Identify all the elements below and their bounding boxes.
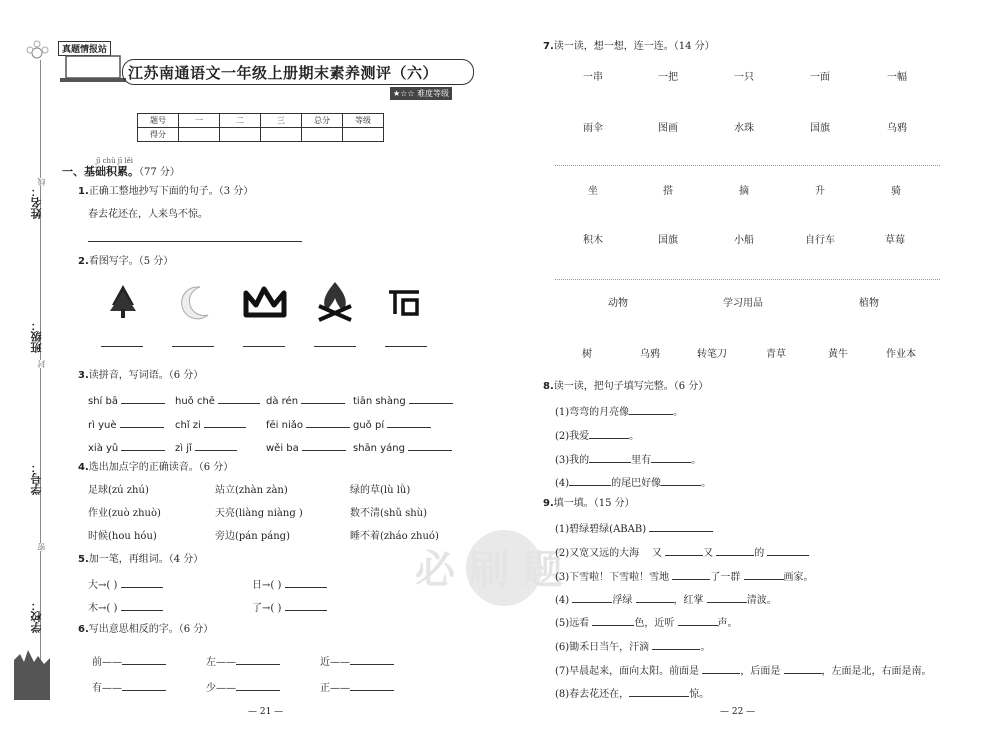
q3-item xyxy=(88,393,165,408)
table-cell: 三 xyxy=(261,114,302,128)
match-word[interactable]: 树 xyxy=(582,349,592,360)
sentence-text: (1)碧绿碧绿(ABAB) xyxy=(555,524,647,535)
binding-strip xyxy=(0,0,55,748)
q3-item xyxy=(266,417,350,432)
answer-blank[interactable] xyxy=(629,404,673,415)
q1-number: 1. xyxy=(78,186,89,197)
match-word[interactable]: 小船 xyxy=(734,235,754,246)
answer-blank[interactable] xyxy=(707,592,747,603)
score-cell[interactable] xyxy=(302,128,343,142)
answer-blank[interactable] xyxy=(387,417,431,428)
q2-answer-line-4[interactable] xyxy=(314,346,356,347)
score-cell[interactable] xyxy=(343,128,384,142)
answer-blank[interactable] xyxy=(302,440,346,451)
q4-option[interactable]: 旁边(pán páng) xyxy=(215,531,290,542)
pinyin-text: chǐ zi xyxy=(175,420,201,431)
q2-answer-line-2[interactable] xyxy=(172,346,214,347)
q5-text: 加一笔，再组词。（4 分） xyxy=(88,554,204,565)
q4-option[interactable]: 足球(zú zhú) xyxy=(88,485,149,496)
q5-item xyxy=(252,577,327,592)
answer-blank[interactable] xyxy=(120,417,164,428)
answer-blank[interactable] xyxy=(122,680,166,691)
sentence-text: 画家。 xyxy=(783,572,814,583)
q1-answer-line[interactable] xyxy=(88,241,302,242)
q2-text: 看图写字。（5 分） xyxy=(88,256,174,267)
q8-sentence xyxy=(555,404,683,419)
match-word[interactable]: 积木 xyxy=(583,235,603,246)
answer-blank[interactable] xyxy=(121,440,165,451)
tree-icon xyxy=(108,283,138,319)
match-word[interactable]: 一幅 xyxy=(887,72,907,83)
q6-character: 前—— xyxy=(92,657,122,668)
match-word[interactable]: 自行车 xyxy=(805,235,835,246)
answer-blank[interactable] xyxy=(301,393,345,404)
pinyin-text: xià yǔ xyxy=(88,443,119,454)
q2-answer-line-5[interactable] xyxy=(385,346,427,347)
answer-blank[interactable] xyxy=(636,592,674,603)
sentence-text: ，左面是北，右面是南。 xyxy=(821,666,932,677)
q4-option[interactable]: 作业(zuò zhuò) xyxy=(88,508,161,519)
answer-blank[interactable] xyxy=(665,545,703,556)
sentence-text: 色，近听 xyxy=(634,618,675,629)
sentence-text: (5)远看 xyxy=(555,618,590,629)
q3-item xyxy=(175,417,246,432)
table-cell: 总分 xyxy=(302,114,343,128)
q9-line-3 xyxy=(555,569,814,584)
answer-blank[interactable] xyxy=(350,654,394,665)
sentence-text: ，后面是 xyxy=(740,666,781,677)
q4-option[interactable]: 站立(zhàn zàn) xyxy=(215,485,288,496)
mountain-glyph-icon xyxy=(242,285,288,319)
match-category[interactable]: 植物 xyxy=(859,298,879,309)
q9-line-8 xyxy=(555,686,709,701)
sentence-text: 了一群 xyxy=(710,572,741,583)
match-word[interactable]: 升 xyxy=(815,186,825,197)
sentence-text: (4) xyxy=(555,478,570,489)
q3-item xyxy=(266,440,346,455)
answer-blank[interactable] xyxy=(661,475,701,486)
match-word[interactable]: 乌鸦 xyxy=(640,349,660,360)
sentence-text: (3)我的 xyxy=(555,455,590,466)
q3-item xyxy=(266,393,345,408)
answer-blank[interactable] xyxy=(589,428,629,439)
fire-icon xyxy=(315,280,355,324)
answer-blank[interactable] xyxy=(678,615,718,626)
q4-text: 选出加点字的正确读音。（6 分） xyxy=(88,462,234,473)
answer-blank[interactable] xyxy=(592,615,634,626)
divider xyxy=(555,165,940,166)
table-cell: 二 xyxy=(220,114,261,128)
section-title: 一、基础积累。 xyxy=(62,165,139,178)
sentence-text: 又 xyxy=(651,548,662,559)
watermark: 必刷题 xyxy=(415,546,577,593)
q9-prompt xyxy=(543,498,635,510)
q8-sentence xyxy=(555,475,711,490)
q2-answer-line-1[interactable] xyxy=(101,346,143,347)
q7-number: 7. xyxy=(543,41,554,52)
answer-blank[interactable] xyxy=(285,577,327,588)
binding-mark-seal: 封 xyxy=(37,360,46,368)
sentence-text: 声。 xyxy=(717,618,738,629)
section-pinyin: jī chǔ jī lěi xyxy=(96,157,134,165)
sentence-text: 里有 xyxy=(631,455,652,466)
answer-blank[interactable] xyxy=(218,393,260,404)
sentence-text: 。 xyxy=(701,478,712,489)
pinyin-text: shān yáng xyxy=(353,443,405,454)
answer-blank[interactable] xyxy=(589,452,631,463)
match-word[interactable]: 青草 xyxy=(766,349,786,360)
school-label: 学校： xyxy=(30,600,43,633)
table-cell: 题号 xyxy=(138,114,179,128)
q5-item xyxy=(252,600,327,615)
q5-character: 了→( ) xyxy=(252,603,282,614)
q6-text: 写出意思相反的字。（6 分） xyxy=(88,624,214,635)
answer-blank[interactable] xyxy=(408,440,452,451)
q6-item xyxy=(206,680,280,695)
score-cell[interactable] xyxy=(220,128,261,142)
q6-item xyxy=(206,654,280,669)
q6-item xyxy=(92,680,166,695)
q8-prompt xyxy=(543,381,708,393)
q6-character: 近—— xyxy=(320,657,350,668)
sentence-text: (2)又宽又远的大海 xyxy=(555,548,640,559)
q8-sentence xyxy=(555,452,701,467)
section-points: （77 分） xyxy=(139,167,180,178)
score-table xyxy=(137,113,384,142)
q6-item xyxy=(92,654,166,669)
table-cell: 等级 xyxy=(343,114,384,128)
match-word[interactable]: 水珠 xyxy=(734,123,754,134)
brand-tag: 真题情报站 xyxy=(58,41,111,56)
q4-option[interactable]: 绿的草(lù lǜ) xyxy=(350,485,411,496)
answer-blank[interactable] xyxy=(350,680,394,691)
match-word[interactable]: 搭 xyxy=(663,186,673,197)
answer-blank[interactable] xyxy=(767,545,809,556)
laptop-icon xyxy=(60,52,130,86)
q6-character: 有—— xyxy=(92,683,122,694)
match-word[interactable]: 雨伞 xyxy=(583,123,603,134)
match-word[interactable]: 作业本 xyxy=(886,349,916,360)
q9-line-1 xyxy=(555,521,713,536)
q5-item xyxy=(88,600,163,615)
match-word[interactable]: 坐 xyxy=(588,186,598,197)
answer-blank[interactable] xyxy=(569,475,611,486)
q7-text: 读一读，想一想，连一连。（14 分） xyxy=(553,41,715,52)
pinyin-text: rì yuè xyxy=(88,420,117,431)
answer-blank[interactable] xyxy=(306,417,350,428)
q6-item xyxy=(320,654,394,669)
q9-line-5 xyxy=(555,615,738,630)
sentence-text: 又 xyxy=(703,548,714,559)
q9-line-4 xyxy=(555,592,777,607)
sentence-text: 清波。 xyxy=(746,595,777,606)
difficulty-badge: ★☆☆ 难度等级 xyxy=(390,87,452,100)
sentence-text: (2)我爱 xyxy=(555,431,590,442)
sentence-text: 的 xyxy=(754,548,765,559)
q2-prompt xyxy=(78,256,173,268)
q3-item xyxy=(353,417,431,432)
answer-blank[interactable] xyxy=(672,569,710,580)
q3-prompt xyxy=(78,370,203,382)
answer-blank[interactable] xyxy=(195,440,237,451)
q5-prompt xyxy=(78,554,203,566)
flower-icon xyxy=(22,38,52,68)
sentence-text: (4) xyxy=(555,595,570,606)
q9-number: 9. xyxy=(543,498,554,509)
q9-text: 填一填。（15 分） xyxy=(553,498,635,509)
answer-blank[interactable] xyxy=(572,592,612,603)
pinyin-text: guǒ pí xyxy=(353,420,385,431)
name-label: 姓名： xyxy=(30,186,43,219)
section-heading xyxy=(62,166,180,179)
sentence-text: (6)锄禾日当午，汗滴 xyxy=(555,642,650,653)
match-word[interactable]: 图画 xyxy=(658,123,678,134)
page-number-right: — 22 — xyxy=(720,707,756,717)
match-word[interactable]: 一只 xyxy=(734,72,754,83)
q5-item xyxy=(88,577,163,592)
q4-number: 4. xyxy=(78,462,89,473)
silhouette-decoration-icon xyxy=(12,640,52,700)
score-table-score-row xyxy=(138,128,384,142)
q1-sentence: 春去花还在，人来鸟不惊。 xyxy=(88,209,208,220)
match-word[interactable]: 摘 xyxy=(739,186,749,197)
match-word[interactable]: 草莓 xyxy=(885,235,905,246)
q1-prompt xyxy=(78,186,253,198)
q6-number: 6. xyxy=(78,624,89,635)
q3-number: 3. xyxy=(78,370,89,381)
match-word[interactable]: 国旗 xyxy=(810,123,830,134)
q5-character: 日→( ) xyxy=(252,580,282,591)
answer-blank[interactable] xyxy=(652,639,700,650)
q7-prompt xyxy=(543,41,715,53)
answer-blank[interactable] xyxy=(784,663,822,674)
q6-character: 正—— xyxy=(320,683,350,694)
q6-item xyxy=(320,680,394,695)
q8-text: 读一读，把句子填写完整。（6 分） xyxy=(553,381,709,392)
binding-mark-line: 线 xyxy=(37,178,46,186)
divider xyxy=(555,279,940,280)
answer-blank[interactable] xyxy=(285,600,327,611)
q3-text: 读拼音，写词语。（6 分） xyxy=(88,370,204,381)
answer-blank[interactable] xyxy=(121,577,163,588)
match-word[interactable]: 国旗 xyxy=(658,235,678,246)
pinyin-text: tiān shàng xyxy=(353,396,406,407)
answer-blank[interactable] xyxy=(121,393,165,404)
match-word[interactable]: 转笔刀 xyxy=(697,349,727,360)
q4-option[interactable]: 数不清(shǔ shù) xyxy=(350,508,428,519)
answer-blank[interactable] xyxy=(236,680,280,691)
answer-blank[interactable] xyxy=(629,686,689,697)
q4-option[interactable]: 时候(hou hóu) xyxy=(88,531,157,542)
pinyin-text: shí bā xyxy=(88,396,118,407)
table-cell: 一 xyxy=(179,114,220,128)
binding-mark-secret: 密 xyxy=(37,543,46,551)
pinyin-text: zì jǐ xyxy=(175,443,192,454)
q9-line-2 xyxy=(555,545,809,560)
answer-blank[interactable] xyxy=(122,654,166,665)
q6-character: 少—— xyxy=(206,683,236,694)
page-title: 江苏南通语文一年级上册期末素养测评（六） xyxy=(128,64,439,82)
pinyin-text: huǒ chē xyxy=(175,396,215,407)
pinyin-text: wěi ba xyxy=(266,443,299,454)
match-category[interactable]: 动物 xyxy=(608,298,628,309)
match-word[interactable]: 一串 xyxy=(583,72,603,83)
match-word[interactable]: 骑 xyxy=(891,186,901,197)
pinyin-text: dà rén xyxy=(266,396,299,407)
moon-icon xyxy=(174,283,214,323)
q5-character: 木→( ) xyxy=(88,603,118,614)
q8-number: 8. xyxy=(543,381,554,392)
q8-sentence xyxy=(555,428,639,443)
stone-glyph-icon xyxy=(387,288,423,318)
sentence-text: 。 xyxy=(700,642,711,653)
match-word[interactable]: 一把 xyxy=(658,72,678,83)
q3-item xyxy=(175,393,260,408)
q2-answer-line-3[interactable] xyxy=(243,346,285,347)
sentence-text: (3)下雪啦！下雪啦！雪地 xyxy=(555,572,670,583)
match-word[interactable]: 黄牛 xyxy=(828,349,848,360)
match-word[interactable]: 一面 xyxy=(810,72,830,83)
match-category[interactable]: 学习用品 xyxy=(723,298,763,309)
q3-item xyxy=(88,417,164,432)
q5-number: 5. xyxy=(78,554,89,565)
sentence-text: (1)弯弯的月亮像 xyxy=(555,407,630,418)
q5-character: 大→( ) xyxy=(88,580,118,591)
class-label: 班级： xyxy=(30,320,43,353)
sentence-text: 的尾巴好像 xyxy=(611,478,662,489)
q6-character: 左—— xyxy=(206,657,236,668)
score-cell[interactable] xyxy=(261,128,302,142)
answer-blank[interactable] xyxy=(744,569,784,580)
q4-option[interactable]: 天亮(liàng niàng ) xyxy=(215,508,303,519)
q3-item xyxy=(88,440,165,455)
q9-line-6 xyxy=(555,639,710,654)
answer-blank[interactable] xyxy=(409,393,453,404)
q3-item xyxy=(175,440,237,455)
sentence-text: 。 xyxy=(629,431,640,442)
q2-number: 2. xyxy=(78,256,89,267)
answer-blank[interactable] xyxy=(649,521,713,532)
sentence-text: 惊。 xyxy=(689,689,710,700)
answer-blank[interactable] xyxy=(236,654,280,665)
answer-blank[interactable] xyxy=(204,417,246,428)
q9-line-7 xyxy=(555,663,932,678)
sentence-text: 浮绿 xyxy=(612,595,633,606)
match-word[interactable]: 乌鸦 xyxy=(887,123,907,134)
score-table-header-row xyxy=(138,114,384,128)
page-number-left: — 21 — xyxy=(248,707,284,717)
sentence-text: 。 xyxy=(673,407,684,418)
q4-option[interactable]: 睡不着(zháo zhuó) xyxy=(350,531,439,542)
q1-text: 正确工整地抄写下面的句子。（3 分） xyxy=(88,186,254,197)
sentence-text: ，红掌 xyxy=(673,595,704,606)
q6-prompt xyxy=(78,624,213,636)
answer-blank[interactable] xyxy=(716,545,754,556)
answer-blank[interactable] xyxy=(121,600,163,611)
table-cell: 得分 xyxy=(138,128,179,142)
score-cell[interactable] xyxy=(179,128,220,142)
number-label: 学号： xyxy=(30,462,43,495)
answer-blank[interactable] xyxy=(651,452,691,463)
q3-item xyxy=(353,393,453,408)
sentence-text: (7)早晨起来，面向太阳。前面是 xyxy=(555,666,700,677)
q3-item xyxy=(353,440,452,455)
sentence-text: (8)春去花还在， xyxy=(555,689,630,700)
q4-prompt xyxy=(78,462,233,474)
pinyin-text: fēi niǎo xyxy=(266,420,303,431)
sentence-text: 。 xyxy=(691,455,702,466)
answer-blank[interactable] xyxy=(702,663,740,674)
